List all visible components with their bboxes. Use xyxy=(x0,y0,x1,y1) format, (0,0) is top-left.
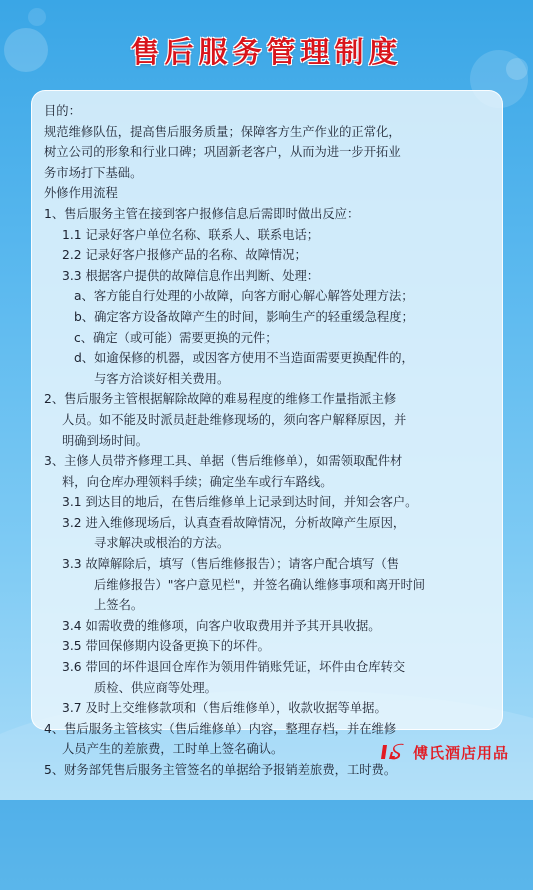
step-4-cont: 人员产生的差旅费，工时单上签名确认。 xyxy=(62,742,284,757)
step-2-cont: 明确到场时间。 xyxy=(62,433,149,448)
sub-item-c: c、确定（或可能）需要更换的元件； xyxy=(74,330,278,345)
step-4: 4、售后服务主管核实（售后维修单）内容，整理存档，并在维修 xyxy=(44,721,397,736)
step-1-3: 3.3 根据客户提供的故障信息作出判断、处理： xyxy=(62,268,320,283)
step-2-cont: 人员。如不能及时派员赶赴维修现场的，须向客户解释原因，并 xyxy=(62,412,407,427)
sub-item-b: b、确定客方设备故障产生的时间，影响生产的轻重缓急程度； xyxy=(74,309,414,324)
step-3-5: 3.5 带回保修期内设备更换下的坏件。 xyxy=(62,639,270,654)
step-3-3: 3.3 故障解除后，填写（售后维修报告）；请客户配合填写（售 xyxy=(62,557,400,572)
step-3: 3、主修人员带齐修理工具、单据（售后维修单），如需领取配件材 xyxy=(44,454,403,469)
step-3-3-cont: 后维修报告）"客户意见栏"，并签名确认维修事项和离开时间 xyxy=(94,577,426,592)
step-3-7: 3.7 及时上交维修款项和（售后维修单），收款收据等单据。 xyxy=(62,701,387,716)
step-3-6: 3.6 带回的坏件退回仓库作为领用件销账凭证，坏件由仓库转交 xyxy=(62,660,406,675)
purpose-heading: 目的： xyxy=(44,104,81,118)
step-1: 1、售后服务主管在接到客户报修信息后需即时做出反应： xyxy=(44,206,360,221)
process-heading: 外修作用流程 xyxy=(44,186,118,201)
step-3-cont: 料，向仓库办理领料手续；确定坐车或行车路线。 xyxy=(62,474,333,489)
purpose-text-line: 树立公司的形象和行业口碑；巩固新老客户，从而为进一步开拓业 xyxy=(44,145,401,160)
sub-item-a: a、客方能自行处理的小故障，向客方耐心解心解答处理方法； xyxy=(74,289,414,304)
step-1-2: 2.2 记录好客户报修产品的名称、故障情况； xyxy=(62,248,307,263)
step-3-3-cont: 上签名。 xyxy=(94,598,144,613)
brand-name: 傅氏酒店用品 xyxy=(412,743,509,762)
page-title: 售后服务管理制度 xyxy=(130,35,403,69)
step-3-2: 3.2 进入维修现场后，认真查看故障情况，分析故障产生原因， xyxy=(62,515,406,530)
purpose-text-line: 务市场打下基础。 xyxy=(44,165,143,180)
purpose-text-line: 规范维修队伍，提高售后服务质量；保障客方生产作业的正常化， xyxy=(44,124,401,139)
sub-item-d-cont: 与客方洽谈好相关费用。 xyxy=(94,371,230,386)
step-2: 2、售后服务主管根据解除故障的难易程度的维修工作量指派主修 xyxy=(44,392,397,407)
step-1-1: 1.1 记录好客户单位名称、联系人、联系电话； xyxy=(62,227,320,242)
sub-item-d: d、如逾保修的机器，或因客方使用不当造面需要更换配件的， xyxy=(74,351,414,366)
brand-logo-icon xyxy=(381,743,405,761)
step-3-1: 3.1 到达目的地后，在售后维修单上记录到达时间，并知会客户。 xyxy=(62,495,418,510)
step-3-2-cont: 寻求解决或根治的方法。 xyxy=(94,536,230,551)
step-3-4: 3.4 如需收费的维修项，向客户收取费用并予其开具收据。 xyxy=(62,618,381,633)
step-5: 5、财务部凭售后服务主管签名的单据给予报销差旅费，工时费。 xyxy=(44,763,397,777)
step-3-6-cont: 质检、供应商等处理。 xyxy=(94,680,217,695)
decorative-bubble xyxy=(28,8,46,26)
brand-footer xyxy=(381,741,509,763)
